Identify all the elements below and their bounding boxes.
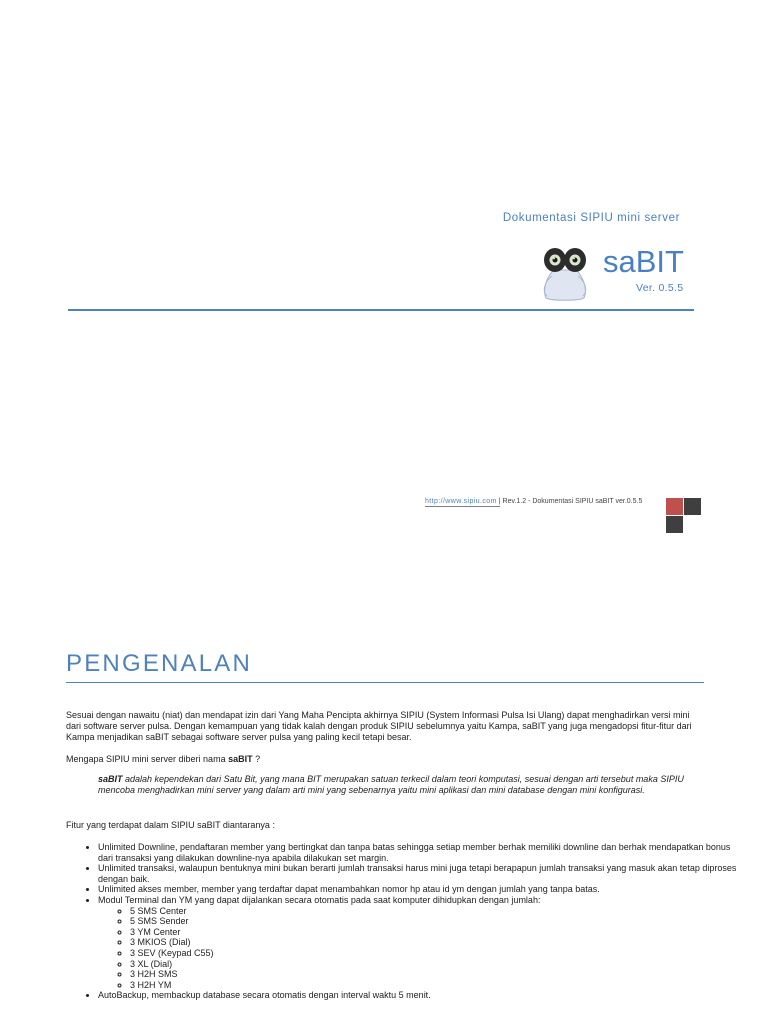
- feature-list: [66, 842, 738, 1001]
- product-name: saBIT: [603, 244, 684, 279]
- sub-list-item: ◦ 3 H2H SMS: [130, 969, 738, 980]
- quote-text: adalah kependekan dari Satu Bit, yang mana BIT merupakan satuan terkecil dalam teori komputasi, sesuai dengan arti tersebut maka SIPIU mencoba menghadirkan mini server yang dalam arti mini yang sebenarnya yaitu mini aplikasi dan mini database dengan mini konfigurasi.: [98, 774, 684, 795]
- sub-list-item: ◦ 3 YM Center: [130, 927, 738, 938]
- list-item-text: Modul Terminal dan YM yang dapat dijalankan secara otomatis pada saat komputer dihidupkan dengan jumlah:: [98, 894, 541, 905]
- title-divider: [68, 309, 694, 311]
- section-heading: PENGENALAN: [66, 650, 253, 677]
- footer-square-dark: [666, 516, 683, 533]
- question-paragraph: [66, 754, 706, 765]
- sub-list-item: ◦ 3 SEV (Keypad C55): [130, 948, 738, 959]
- quote-term: saBIT: [98, 774, 123, 784]
- sub-feature-list: [98, 906, 738, 991]
- document-subtitle: Dokumentasi SIPIU mini server: [502, 212, 680, 224]
- question-prefix: Mengapa SIPIU mini server diberi nama: [66, 754, 229, 764]
- list-item: • Unlimited akses member, member yang terdaftar dapat menambahkan nomor hp atau id ym dengan jumlah yang tanpa batas.: [98, 884, 738, 895]
- footer-square-dark: [684, 498, 701, 515]
- quote-paragraph: [98, 774, 708, 796]
- page-footer: [425, 498, 642, 505]
- intro-paragraph: Sesuai dengan nawaitu (niat) dan mendapat izin dari Yang Maha Pencipta akhirnya SIPIU (System Informasi Pulsa Isi Ulang) dapat menghadirkan versi mini dari software server pulsa. Dengan kemampuan yang tidak kalah dengan produk SIPIU sebelumnya yaitu Kampa, saBIT yang juga mengadopsi fitur-fitur dari Kampa menjadikan saBIT sebagai software server pulsa yang paling kecil tetapi besar.: [66, 710, 692, 742]
- sub-list-item: ◦ 3 XL (Dial): [130, 959, 738, 970]
- sabit-mascot-logo: [538, 246, 592, 302]
- footer-link[interactable]: http://www.sipiu.com: [425, 498, 497, 505]
- sub-list-item: ◦ 3 MKIOS (Dial): [130, 937, 738, 948]
- features-intro: Fitur yang terdapat dalam SIPIU saBIT diantaranya :: [66, 820, 275, 830]
- footer-separator: |: [496, 498, 503, 505]
- footer-divider: [425, 506, 500, 507]
- sub-list-item: ◦ 5 SMS Center: [130, 906, 738, 917]
- question-name: saBIT: [228, 754, 253, 764]
- footer-square-red: [666, 498, 683, 515]
- footer-text: Rev.1.2 - Dokumentasi SIPIU saBIT ver.0.5.5: [502, 498, 643, 505]
- list-item: [98, 895, 738, 990]
- list-item: • Unlimited Downline, pendaftaran member yang bertingkat dan tanpa batas sehingga setiap member berhak memiliki downline dan berhak mendapatkan bonus dari transaksi yang dilakukan downline-nya apabila dilakukan set margin.: [98, 842, 738, 863]
- sub-list-item: ◦ 5 SMS Sender: [130, 916, 738, 927]
- list-item: • AutoBackup, membackup database secara otomatis dengan interval waktu 5 menit.: [98, 990, 738, 1001]
- list-item: • Unlimited transaksi, walaupun bentuknya mini bukan berarti jumlah transaksi harus mini juga tetapi berapapun jumlah transaksi yang masuk akan tetap diproses dengan baik.: [98, 863, 738, 884]
- question-suffix: ?: [252, 754, 261, 764]
- heading-divider: [66, 682, 704, 683]
- sub-list-item: ◦ 3 H2H YM: [130, 980, 738, 991]
- product-version: Ver. 0.5.5: [636, 282, 684, 294]
